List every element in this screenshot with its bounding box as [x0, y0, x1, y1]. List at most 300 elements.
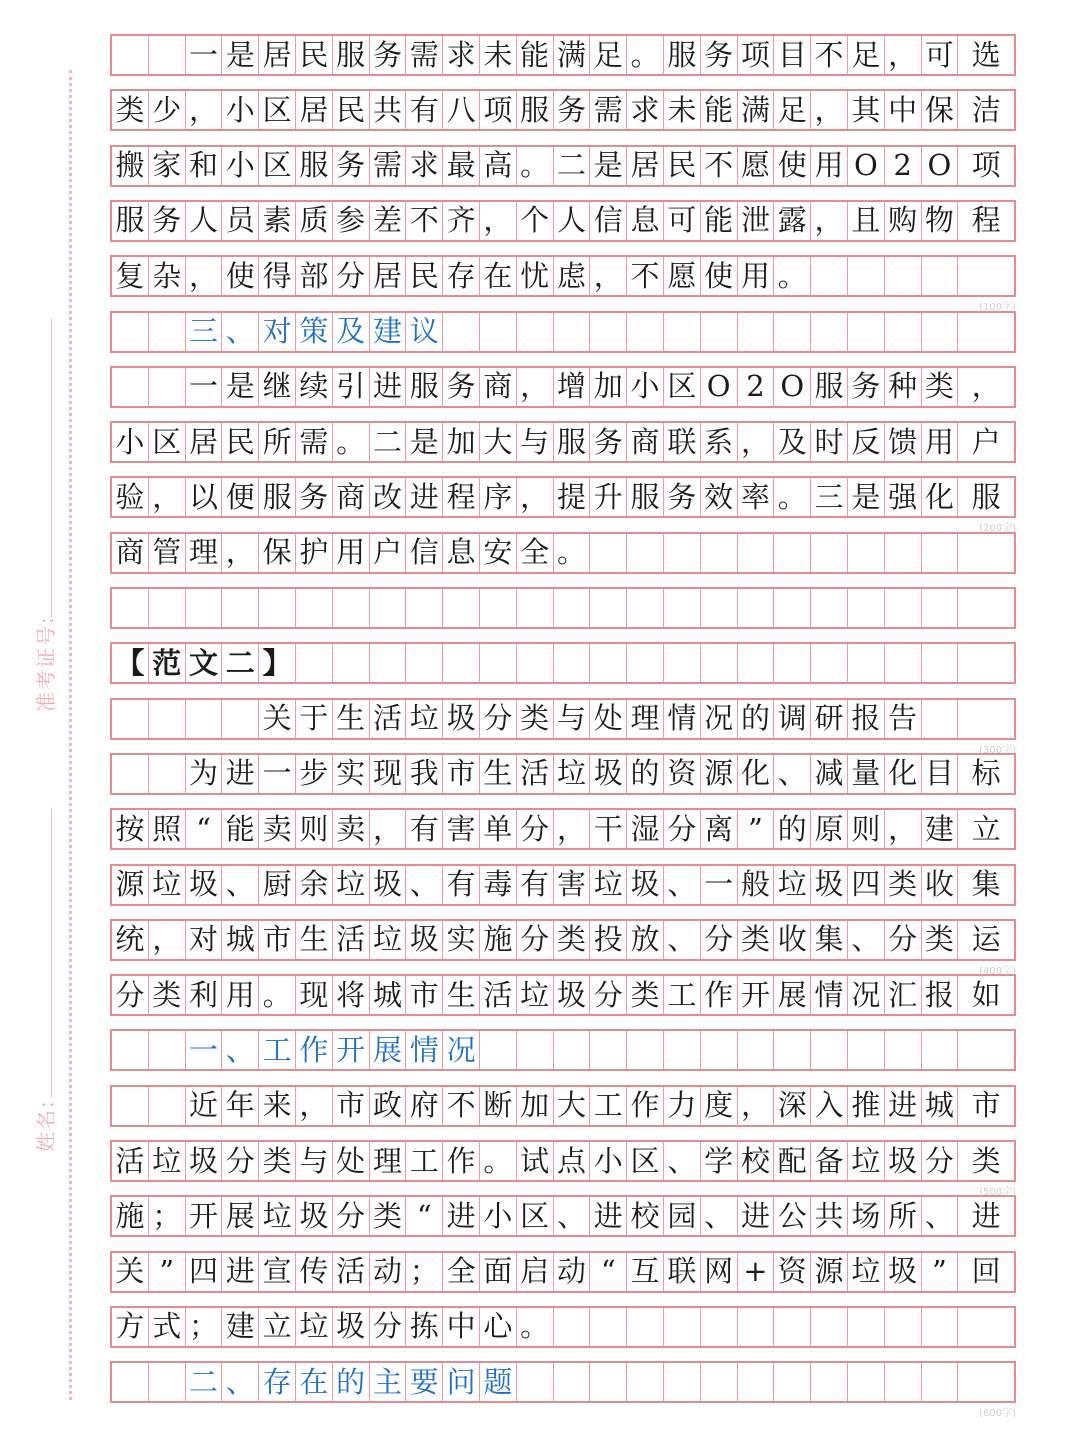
- grid-cell: [848, 1031, 885, 1069]
- grid-cell: 处: [590, 700, 627, 738]
- grid-cell: 则: [296, 810, 333, 848]
- grid-cell: [811, 1031, 848, 1069]
- grid-cell: 复: [112, 257, 149, 295]
- grid-cell: [296, 589, 333, 627]
- grid-cell: 有: [517, 866, 554, 904]
- grid-cell: 家: [149, 147, 186, 185]
- grid-cell: 宣: [259, 1253, 296, 1291]
- grid-cell: ，: [222, 534, 259, 572]
- grid-cell: O: [701, 368, 738, 406]
- grid-cell: 素: [259, 202, 296, 240]
- grid-cell: 分: [112, 976, 149, 1014]
- grid-cell: [848, 534, 885, 572]
- word-count-marker: (500字): [979, 1187, 1016, 1198]
- grid-cell: [112, 1031, 149, 1069]
- grid-cell: 购: [885, 202, 922, 240]
- grid-cell: 圾: [406, 921, 443, 959]
- grid-cell: 要: [406, 1363, 443, 1401]
- grid-cell: 在: [480, 257, 517, 295]
- grid-cell: 度: [701, 1087, 738, 1125]
- grid-cell: 中: [443, 1308, 480, 1346]
- grid-cell: 、: [848, 921, 885, 959]
- grid-cell: [149, 755, 186, 793]
- grid-row: [110, 255, 1016, 297]
- grid-cell: 施: [112, 1197, 149, 1235]
- grid-cell: 员: [222, 202, 259, 240]
- grid-cell: 二: [186, 1363, 223, 1401]
- grid-cell: 范: [149, 644, 186, 682]
- grid-cell: 类: [149, 976, 186, 1014]
- grid-cell: [149, 313, 186, 351]
- grid-cell: 服: [259, 478, 296, 516]
- grid-cell: 投: [590, 921, 627, 959]
- grid-cell: 小: [112, 423, 149, 461]
- grid-row: [110, 753, 1016, 795]
- grid-cell: [922, 1308, 959, 1346]
- grid-cell: 原: [811, 810, 848, 848]
- grid-cell: [922, 313, 959, 351]
- grid-cell: 不: [811, 36, 848, 74]
- grid-cell: 校: [627, 1197, 664, 1235]
- grid-cell: 集: [971, 867, 1001, 901]
- grid-cell: [774, 589, 811, 627]
- grid-cell: 调: [774, 700, 811, 738]
- grid-cell: 便: [222, 478, 259, 516]
- grid-cell: 。: [774, 478, 811, 516]
- grid-cell: 、: [554, 1197, 591, 1235]
- grid-cell: [149, 589, 186, 627]
- grid-cell: [590, 313, 627, 351]
- grid-cell: 展: [370, 1031, 407, 1069]
- grid-cell: [774, 644, 811, 682]
- grid-cell: [406, 644, 443, 682]
- grid-cell: 部: [296, 257, 333, 295]
- grid-cell: 能: [701, 91, 738, 129]
- grid-cell: 对: [259, 313, 296, 351]
- grid-cell: 进: [738, 1197, 775, 1235]
- grid-cell: 按: [112, 810, 149, 848]
- grid-cell: 中: [885, 91, 922, 129]
- grid-cell: 市: [259, 921, 296, 959]
- grid-cell: 入: [811, 1087, 848, 1125]
- grid-cell: 分: [480, 700, 517, 738]
- grid-cell: [811, 313, 848, 351]
- grid-cell: 试: [517, 1142, 554, 1180]
- grid-cell: 虑: [554, 257, 591, 295]
- grid-cell: ，: [811, 91, 848, 129]
- grid-cell: 】: [259, 644, 296, 682]
- grid-cell: 。: [554, 534, 591, 572]
- grid-cell: [370, 589, 407, 627]
- grid-cell: 杂: [149, 257, 186, 295]
- grid-cell: 、: [701, 1197, 738, 1235]
- grid-cell: 圾: [590, 755, 627, 793]
- grid-cell: 情: [664, 700, 701, 738]
- grid-cell: 且: [848, 202, 885, 240]
- grid-cell: 三: [811, 478, 848, 516]
- grid-cell: [958, 534, 1014, 572]
- grid-cell: [774, 1308, 811, 1346]
- grid-cell: [590, 1031, 627, 1069]
- grid-row: [110, 587, 1016, 629]
- grid-cell: [554, 644, 591, 682]
- grid-cell: 进: [222, 1253, 259, 1291]
- grid-cell: 垃: [296, 1308, 333, 1346]
- grid-cell: 集: [811, 921, 848, 959]
- name-label: 姓名:: [34, 1099, 58, 1152]
- grid-cell: [701, 313, 738, 351]
- grid-cell: 厨: [259, 866, 296, 904]
- grid-cell: [333, 644, 370, 682]
- grid-row: [110, 1306, 1016, 1348]
- grid-cell: 。: [627, 36, 664, 74]
- grid-cell: 理: [186, 534, 223, 572]
- grid-cell: 项: [480, 91, 517, 129]
- grid-cell: 服: [517, 91, 554, 129]
- grid-cell: 余: [296, 866, 333, 904]
- grid-cell: 分: [885, 921, 922, 959]
- grid-cell: 城: [222, 921, 259, 959]
- grid-cell: ，: [296, 1087, 333, 1125]
- grid-cell: 户: [370, 534, 407, 572]
- grid-cell: 问: [443, 1363, 480, 1401]
- grid-cell: 共: [811, 1197, 848, 1235]
- grid-cell: 八: [443, 91, 480, 129]
- grid-cell: [811, 534, 848, 572]
- grid-cell: 【: [112, 644, 149, 682]
- grid-cell: 引: [333, 368, 370, 406]
- grid-cell: 工: [259, 1031, 296, 1069]
- grid-cell: 2: [738, 368, 775, 406]
- grid-cell: [296, 644, 333, 682]
- grid-row: [110, 145, 1016, 187]
- grid-cell: 进: [971, 1198, 1001, 1233]
- grid-cell: 洁: [971, 92, 1001, 127]
- grid-cell: 商: [112, 534, 149, 572]
- grid-cell: 未: [480, 36, 517, 74]
- grid-cell: 反: [848, 423, 885, 461]
- grid-cell: 有: [406, 91, 443, 129]
- grid-cell: [664, 644, 701, 682]
- grid-cell: 议: [406, 313, 443, 351]
- grid-cell: [848, 644, 885, 682]
- grid-cell: 公: [774, 1197, 811, 1235]
- grid-cell: 息: [443, 534, 480, 572]
- grid-cell: 开: [186, 1197, 223, 1235]
- grid-cell: 以: [186, 478, 223, 516]
- grid-cell: 存: [259, 1363, 296, 1401]
- grid-cell: 减: [811, 755, 848, 793]
- grid-cell: 用: [738, 257, 775, 295]
- grid-cell: 作: [701, 976, 738, 1014]
- grid-cell: 的: [627, 755, 664, 793]
- grid-cell: 足: [848, 36, 885, 74]
- grid-cell: 民: [296, 36, 333, 74]
- grid-cell: 市: [971, 1088, 1001, 1123]
- grid-cell: 市: [406, 976, 443, 1014]
- grid-cell: 分: [333, 257, 370, 295]
- grid-cell: 继: [259, 368, 296, 406]
- grid-row: [110, 1251, 1016, 1293]
- grid-cell: [627, 313, 664, 351]
- grid-cell: [848, 257, 885, 295]
- grid-cell: [958, 644, 1014, 682]
- grid-cell: 小: [480, 1197, 517, 1235]
- grid-cell: 立: [971, 811, 1001, 846]
- grid-cell: 统: [112, 921, 149, 959]
- grid-cell: 圾: [186, 866, 223, 904]
- grid-cell: 不: [406, 202, 443, 240]
- grid-cell: 市: [443, 755, 480, 793]
- grid-cell: 、: [664, 866, 701, 904]
- grid-cell: [186, 589, 223, 627]
- grid-cell: 加: [443, 423, 480, 461]
- grid-cell: 启: [517, 1253, 554, 1291]
- grid-cell: [958, 1308, 1014, 1346]
- grid-cell: [885, 589, 922, 627]
- grid-cell: [848, 589, 885, 627]
- grid-cell: [701, 1031, 738, 1069]
- grid-cell: 安: [480, 534, 517, 572]
- grid-cell: 求: [627, 91, 664, 129]
- grid-cell: 实: [333, 755, 370, 793]
- grid-cell: 最: [443, 147, 480, 185]
- grid-cell: 处: [333, 1142, 370, 1180]
- grid-cell: 能: [517, 36, 554, 74]
- grid-cell: 息: [627, 202, 664, 240]
- grid-cell: 源: [811, 1253, 848, 1291]
- grid-cell: [848, 1308, 885, 1346]
- grid-cell: 城: [922, 1087, 959, 1125]
- grid-cell: [149, 1363, 186, 1401]
- grid-row: [110, 89, 1016, 131]
- grid-cell: 报: [848, 700, 885, 738]
- grid-cell: 互: [627, 1253, 664, 1291]
- grid-cell: 满: [554, 36, 591, 74]
- grid-cell: 圾: [885, 1142, 922, 1180]
- grid-cell: 分: [517, 921, 554, 959]
- grid-cell: 步: [296, 755, 333, 793]
- grid-cell: 垃: [259, 1197, 296, 1235]
- grid-cell: 一: [186, 36, 223, 74]
- grid-cell: 居: [186, 423, 223, 461]
- grid-cell: [149, 700, 186, 738]
- grid-cell: [443, 313, 480, 351]
- grid-cell: 务: [664, 478, 701, 516]
- grid-cell: [885, 313, 922, 351]
- grid-cell: 共: [370, 91, 407, 129]
- grid-cell: ，: [885, 36, 922, 74]
- grid-cell: [554, 589, 591, 627]
- grid-cell: 文: [186, 644, 223, 682]
- grid-cell: 类: [112, 91, 149, 129]
- grid-cell: 年: [222, 1087, 259, 1125]
- grid-cell: [738, 589, 775, 627]
- grid-cell: 关: [112, 1253, 149, 1291]
- grid-cell: [664, 1308, 701, 1346]
- grid-cell: “: [186, 810, 223, 848]
- grid-cell: 进: [406, 478, 443, 516]
- grid-cell: 民: [333, 91, 370, 129]
- grid-cell: 和: [186, 147, 223, 185]
- grid-cell: 选: [971, 37, 1001, 72]
- grid-cell: 汇: [885, 976, 922, 1014]
- grid-cell: [627, 1308, 664, 1346]
- grid-cell: 务: [848, 368, 885, 406]
- grid-cell: 圾: [554, 976, 591, 1014]
- grid-cell: 民: [664, 147, 701, 185]
- grid-cell: 民: [406, 257, 443, 295]
- grid-cell: 力: [664, 1087, 701, 1125]
- grid-cell: [517, 589, 554, 627]
- grid-cell: [701, 644, 738, 682]
- grid-cell: ，: [149, 921, 186, 959]
- grid-cell: 、: [664, 1142, 701, 1180]
- grid-cell: 四: [848, 866, 885, 904]
- grid-cell: 保: [922, 91, 959, 129]
- grid-cell: [112, 368, 149, 406]
- grid-cell: ”: [149, 1253, 186, 1291]
- grid-cell: 是: [590, 147, 627, 185]
- grid-cell: [627, 589, 664, 627]
- grid-cell: O: [848, 147, 885, 185]
- grid-cell: [149, 1087, 186, 1125]
- grid-cell: 干: [590, 810, 627, 848]
- grid-cell: [738, 644, 775, 682]
- grid-cell: ；: [406, 1253, 443, 1291]
- grid-cell: 作: [627, 1087, 664, 1125]
- grid-cell: 建: [370, 313, 407, 351]
- word-count-marker: (300字): [979, 744, 1016, 756]
- grid-cell: [333, 589, 370, 627]
- grid-cell: 分: [701, 921, 738, 959]
- grid-cell: 及: [774, 423, 811, 461]
- grid-cell: 存: [443, 257, 480, 295]
- grid-cell: 研: [811, 700, 848, 738]
- grid-cell: 大: [554, 1087, 591, 1125]
- grid-cell: 居: [259, 36, 296, 74]
- grid-cell: 需: [406, 36, 443, 74]
- grid-cell: [149, 1031, 186, 1069]
- grid-cell: 使: [701, 257, 738, 295]
- grid-row: [110, 34, 1016, 76]
- grid-cell: 服: [296, 147, 333, 185]
- grid-cell: ，: [149, 478, 186, 516]
- grid-cell: 信: [590, 202, 627, 240]
- grid-cell: 圾: [885, 1253, 922, 1291]
- grid-cell: 种: [885, 368, 922, 406]
- grid-cell: [922, 589, 959, 627]
- grid-cell: 圾: [811, 866, 848, 904]
- grid-cell: ，: [590, 257, 627, 295]
- grid-cell: 类: [554, 921, 591, 959]
- grid-cell: [664, 1363, 701, 1401]
- grid-cell: 将: [333, 976, 370, 1014]
- grid-cell: ，: [554, 810, 591, 848]
- grid-cell: 项: [738, 36, 775, 74]
- grid-cell: 不: [627, 257, 664, 295]
- grid-cell: 商: [333, 478, 370, 516]
- grid-cell: 况: [848, 976, 885, 1014]
- grid-cell: 及: [333, 313, 370, 351]
- grid-cell: 信: [406, 534, 443, 572]
- grid-cell: 现: [296, 976, 333, 1014]
- grid-cell: 报: [922, 976, 959, 1014]
- grid-cell: 得: [259, 257, 296, 295]
- grid-cell: 管: [149, 534, 186, 572]
- grid-cell: 率: [738, 478, 775, 516]
- grid-cell: 是: [222, 368, 259, 406]
- grid-cell: 是: [848, 478, 885, 516]
- grid-cell: [517, 313, 554, 351]
- grid-cell: 告: [885, 700, 922, 738]
- grid-row: [110, 311, 1016, 353]
- grid-cell: 分: [590, 976, 627, 1014]
- grid-cell: 分: [922, 1142, 959, 1180]
- grid-cell: 强: [885, 478, 922, 516]
- grid-cell: 二: [222, 644, 259, 682]
- grid-cell: 区: [259, 147, 296, 185]
- grid-cell: 类: [259, 1142, 296, 1180]
- grid-cell: 式: [149, 1308, 186, 1346]
- grid-cell: ，: [517, 368, 554, 406]
- grid-cell: 收: [922, 866, 959, 904]
- grid-cell: 的: [774, 810, 811, 848]
- grid-cell: 策: [296, 313, 333, 351]
- grid-cell: 资: [774, 1253, 811, 1291]
- name-write-line: [51, 808, 52, 1098]
- grid-cell: 。: [774, 257, 811, 295]
- grid-cell: [774, 1031, 811, 1069]
- grid-cell: 圾: [296, 1197, 333, 1235]
- grid-cell: [885, 644, 922, 682]
- grid-cell: 生: [480, 755, 517, 793]
- grid-row: [110, 532, 1016, 574]
- grid-cell: 高: [480, 147, 517, 185]
- grid-cell: [554, 313, 591, 351]
- grid-cell: 是: [406, 423, 443, 461]
- grid-cell: [811, 257, 848, 295]
- grid-cell: 圾: [333, 1308, 370, 1346]
- grid-cell: [222, 700, 259, 738]
- grid-cell: 联: [664, 423, 701, 461]
- grid-cell: [958, 1031, 1014, 1069]
- grid-cell: [738, 1031, 775, 1069]
- grid-cell: 户: [971, 424, 1001, 459]
- grid-cell: [701, 589, 738, 627]
- grid-cell: 对: [186, 921, 223, 959]
- grid-cell: ，: [738, 1087, 775, 1125]
- grid-cell: 点: [554, 1142, 591, 1180]
- grid-cell: [443, 589, 480, 627]
- grid-cell: 害: [443, 810, 480, 848]
- grid-cell: 项: [971, 148, 1001, 183]
- grid-cell: 垃: [590, 866, 627, 904]
- grid-cell: 务: [590, 423, 627, 461]
- grid-cell: [112, 313, 149, 351]
- grid-row: [110, 200, 1016, 242]
- grid-cell: [811, 1308, 848, 1346]
- grid-cell: 垃: [517, 976, 554, 1014]
- grid-cell: 时: [811, 423, 848, 461]
- grid-cell: 务: [149, 202, 186, 240]
- grid-cell: 化: [922, 478, 959, 516]
- grid-cell: 作: [443, 1142, 480, 1180]
- grid-cell: 生: [443, 976, 480, 1014]
- grid-cell: ；: [186, 1308, 223, 1346]
- grid-cell: [958, 700, 1014, 738]
- grid-cell: 小: [222, 91, 259, 129]
